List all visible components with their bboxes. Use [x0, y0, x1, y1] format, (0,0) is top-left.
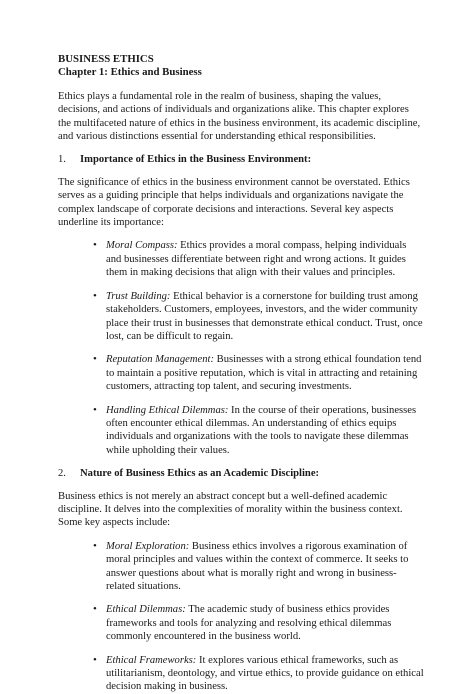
bullet-list-academic — [58, 540, 424, 694]
bullet-term: Reputation Management: — [106, 354, 214, 366]
document-title: BUSINESS ETHICS — [58, 53, 154, 65]
bullet-description: Ethical behavior is a cornerstone for building trust among stakeholders. Customers, employees, investors, and the wider community place their trust in businesses that demonstrate ethical conduct. Trust, once lost, can be difficult to regain. — [106, 290, 423, 342]
bullet-term: Ethical Frameworks: — [106, 654, 197, 666]
bullet-icon: • — [93, 353, 97, 366]
bullet-icon: • — [93, 289, 97, 302]
bullet-icon: • — [93, 403, 97, 416]
intro-paragraph: Ethics plays a fundamental role in the realm of business, shaping the values, decisions, and actions of individuals and organizations alike. This chapter explores the multifaceted nature of ethics in the business environment, its academic discipline, and various distinctions essential for understanding ethical responsibilities. — [58, 90, 421, 143]
bullet-term: Moral Exploration: — [106, 540, 190, 552]
bullet-text — [106, 239, 424, 279]
bullet-term: Moral Compass: — [106, 240, 178, 252]
bullet-text — [106, 540, 424, 594]
bullet-description: Ethics provides a moral compass, helping individuals and businesses differentiate between right and wrong actions. It guides them in making decisions that align with their values and principles. — [106, 240, 407, 279]
bullet-term: Ethical Dilemmas: — [106, 604, 186, 616]
bullet-icon: • — [93, 539, 97, 552]
list-item — [93, 603, 424, 643]
list-item — [93, 290, 424, 344]
bullet-term: Trust Building: — [106, 290, 171, 302]
bullet-text — [106, 290, 424, 344]
bullet-icon: • — [93, 603, 97, 616]
list-item — [93, 404, 424, 458]
bullet-text — [106, 603, 424, 643]
section-heading-importance — [58, 153, 424, 166]
list-item — [93, 540, 424, 594]
bullet-description: The academic study of business ethics provides frameworks and tools for analyzing and resolving ethical dilemmas commonly encountered in the business world. — [106, 604, 392, 643]
bullet-icon: • — [93, 653, 97, 666]
bullet-text — [106, 353, 424, 393]
section-heading-academic-discipline — [58, 467, 424, 480]
bullet-description: Businesses with a strong ethical foundation tend to maintain a positive reputation, which is vital in attracting and retaining customers, attracting top talent, and securing investments. — [106, 354, 422, 393]
bullet-icon: • — [93, 239, 97, 252]
bullet-description: Business ethics involves a rigorous examination of moral principles and values within the context of commerce. It seeks to answer questions about what is morally right and wrong in business-related situations. — [106, 540, 409, 592]
section-heading-text: Importance of Ethics in the Business Environment: — [80, 154, 312, 166]
section-number: 2. — [58, 468, 66, 480]
section-body-paragraph: Business ethics is not merely an abstract concept but a well-defined academic discipline. It delves into the complexities of morality within the business context. Some key aspects include: — [58, 490, 403, 529]
bullet-term: Handling Ethical Dilemmas: — [106, 404, 229, 416]
section-body-paragraph: The significance of ethics in the business environment cannot be overstated. Ethics serves as a guiding principle that helps individuals and organizations navigate the complex landscape of corporate decisions and interactions. Several key aspects underline its importance: — [58, 176, 410, 229]
section-number: 1. — [58, 154, 66, 166]
bullet-description: It explores various ethical frameworks, such as utilitarianism, deontology, and virtue ethics, to provide guidance on ethical decision making in business. — [106, 654, 424, 693]
list-item — [93, 239, 424, 279]
bullet-text — [106, 404, 424, 458]
bullet-list-importance — [58, 239, 424, 457]
bullet-text — [106, 654, 424, 694]
section-heading-text: Nature of Business Ethics as an Academic Discipline: — [80, 468, 320, 480]
list-item — [93, 654, 424, 694]
chapter-title: Chapter 1: Ethics and Business — [58, 66, 202, 79]
bullet-description: In the course of their operations, businesses often encounter ethical dilemmas. An understanding of ethics equips individuals and organizations with the tools to navigate these dilemmas while upholding their values. — [106, 404, 417, 456]
list-item — [93, 353, 424, 393]
